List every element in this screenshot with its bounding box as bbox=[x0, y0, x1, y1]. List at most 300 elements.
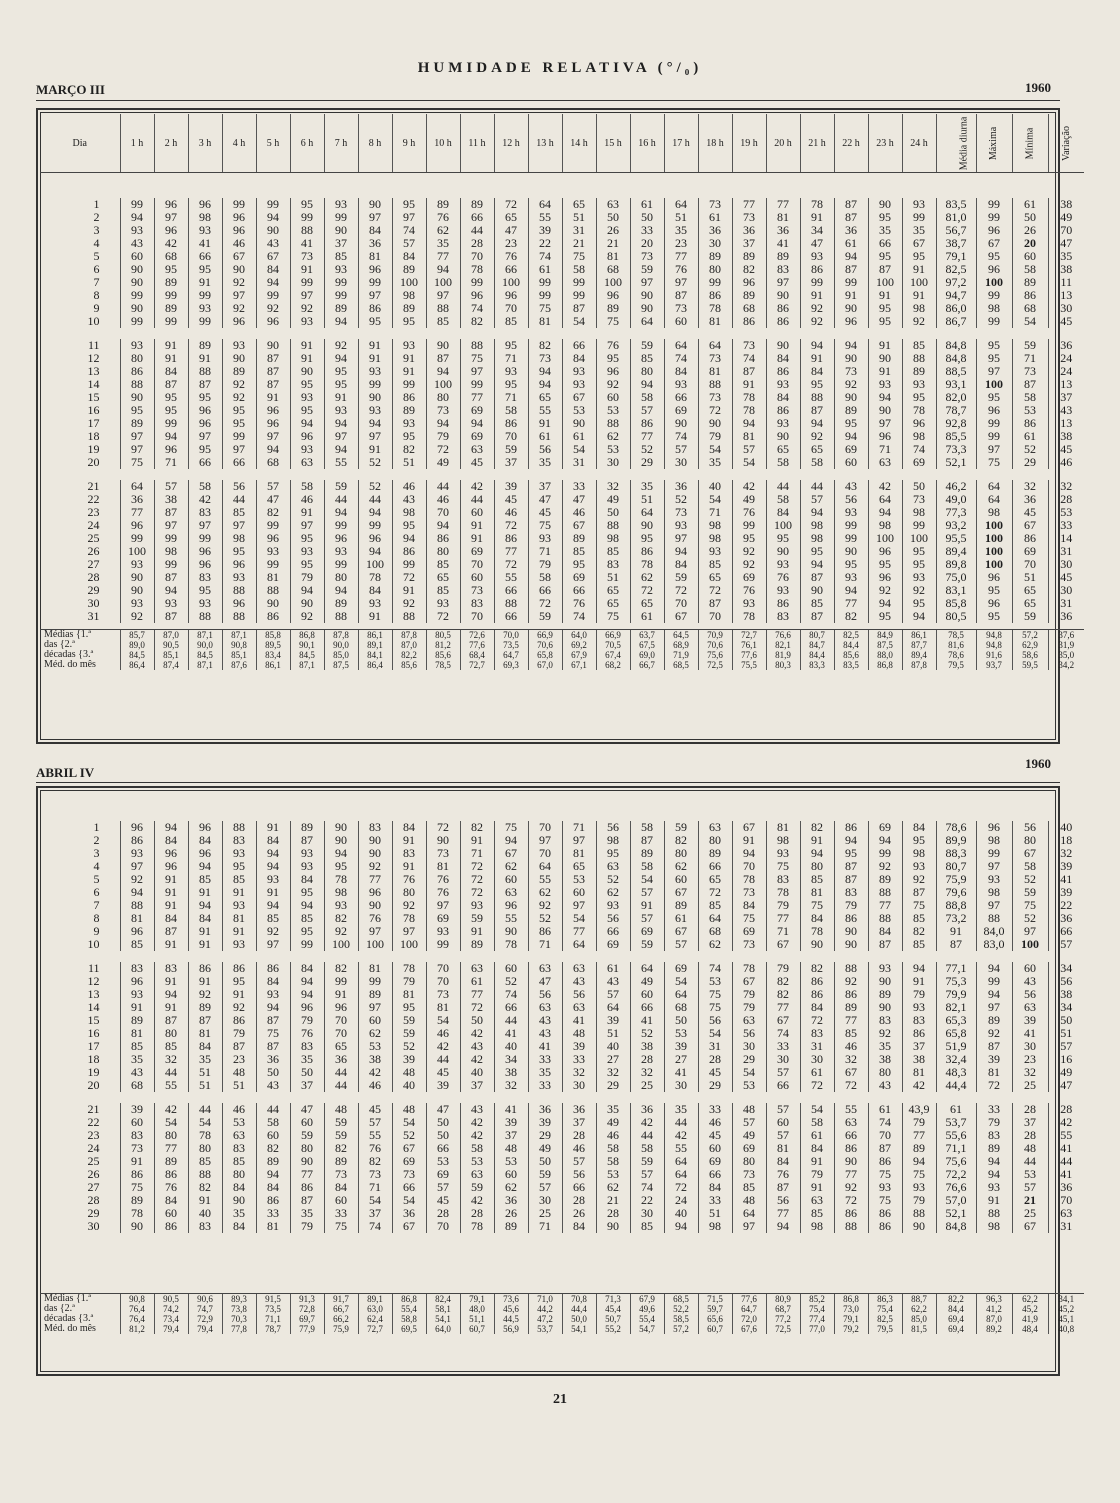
value-cell: 47 bbox=[290, 1103, 324, 1116]
value-cell: 75,9 bbox=[936, 873, 976, 886]
value-cell: 85 bbox=[120, 1040, 154, 1053]
value-cell: 72 bbox=[976, 1079, 1012, 1092]
medias-value: 73,0 bbox=[834, 1304, 868, 1314]
value-cell: 59 bbox=[324, 480, 358, 493]
value-cell: 72 bbox=[426, 821, 460, 834]
value-cell: 81,0 bbox=[936, 211, 976, 224]
value-cell: 32 bbox=[834, 1053, 868, 1066]
value-cell: 96 bbox=[902, 417, 936, 430]
value-cell: 84 bbox=[392, 821, 426, 834]
value-cell: 77 bbox=[426, 250, 460, 263]
value-cell: 80,7 bbox=[936, 860, 976, 873]
value-cell: 85 bbox=[630, 1220, 664, 1233]
value-cell: 88 bbox=[976, 1207, 1012, 1220]
value-cell: 41 bbox=[1048, 873, 1084, 886]
value-cell: 89 bbox=[222, 365, 256, 378]
medias-value: 70,6 bbox=[698, 640, 732, 650]
value-cell: 94 bbox=[290, 417, 324, 430]
value-cell: 57 bbox=[664, 443, 698, 456]
day-cell: 30 bbox=[87, 1220, 100, 1233]
medias-value: 64,5 bbox=[664, 630, 698, 641]
value-cell: 95 bbox=[154, 404, 188, 417]
medias-value: 87,8 bbox=[902, 660, 936, 670]
value-cell: 84,8 bbox=[936, 352, 976, 365]
value-cell: 97 bbox=[732, 1220, 766, 1233]
value-cell: 35 bbox=[120, 1053, 154, 1066]
value-cell: 31 bbox=[562, 456, 596, 469]
value-cell: 71 bbox=[494, 391, 528, 404]
value-cell: 76,6 bbox=[936, 1181, 976, 1194]
value-cell: 70 bbox=[868, 1129, 902, 1142]
value-cell: 55 bbox=[664, 1142, 698, 1155]
medias-value: 64,0 bbox=[426, 1324, 460, 1334]
value-cell: 65,8 bbox=[936, 1027, 976, 1040]
value-cell: 78,6 bbox=[936, 821, 976, 834]
medias-value: 86,1 bbox=[256, 660, 290, 670]
value-cell: 92 bbox=[222, 391, 256, 404]
value-cell: 30 bbox=[698, 237, 732, 250]
value-cell: 98 bbox=[976, 1220, 1012, 1233]
medias-value: 75,6 bbox=[698, 650, 732, 660]
medias-label: Médias {1.ª bbox=[40, 630, 120, 641]
value-cell: 58 bbox=[256, 1116, 290, 1129]
value-cell: 96 bbox=[494, 899, 528, 912]
medias-value: 89,1 bbox=[358, 640, 392, 650]
value-cell: 23 bbox=[222, 1053, 256, 1066]
value-cell: 93 bbox=[188, 224, 222, 237]
value-cell: 98 bbox=[800, 519, 834, 532]
value-cell: 67 bbox=[732, 821, 766, 834]
value-cell: 79 bbox=[732, 988, 766, 1001]
medias-value: 73,8 bbox=[222, 1304, 256, 1314]
value-cell: 93 bbox=[324, 404, 358, 417]
table-row bbox=[40, 975, 1084, 988]
value-cell: 92 bbox=[834, 378, 868, 391]
value-cell: 86 bbox=[902, 1027, 936, 1040]
value-cell: 51 bbox=[630, 493, 664, 506]
medias-value: 87,8 bbox=[324, 630, 358, 641]
value-cell: 92 bbox=[188, 988, 222, 1001]
value-cell: 56 bbox=[528, 988, 562, 1001]
value-cell: 41 bbox=[494, 1027, 528, 1040]
value-cell: 79 bbox=[732, 1001, 766, 1014]
value-cell: 90 bbox=[222, 263, 256, 276]
value-cell: 53 bbox=[732, 1079, 766, 1092]
value-cell: 96 bbox=[120, 925, 154, 938]
value-cell: 62 bbox=[494, 1181, 528, 1194]
medias-value: 71,1 bbox=[256, 1314, 290, 1324]
value-cell: 93 bbox=[528, 532, 562, 545]
value-cell: 50 bbox=[596, 211, 630, 224]
medias-value: 91,7 bbox=[324, 1294, 358, 1305]
value-cell: 66 bbox=[1048, 925, 1084, 938]
value-cell: 42 bbox=[460, 1027, 494, 1040]
day-cell: 16 bbox=[87, 404, 100, 417]
value-cell: 99 bbox=[976, 430, 1012, 443]
value-cell: 87 bbox=[256, 1040, 290, 1053]
value-cell: 99 bbox=[120, 315, 154, 328]
value-cell: 99 bbox=[188, 315, 222, 328]
value-cell: 54 bbox=[1012, 315, 1048, 328]
value-cell: 91 bbox=[460, 532, 494, 545]
table-row bbox=[40, 263, 1084, 276]
value-cell: 100 bbox=[358, 938, 392, 951]
value-cell: 100 bbox=[426, 378, 460, 391]
value-cell: 73 bbox=[732, 339, 766, 352]
medias-value: 55,2 bbox=[596, 1324, 630, 1334]
medias-value: 96,3 bbox=[976, 1294, 1012, 1305]
value-cell: 29 bbox=[698, 1079, 732, 1092]
medias-value: 57,2 bbox=[1012, 630, 1048, 641]
value-cell: 28 bbox=[630, 1053, 664, 1066]
value-cell: 93 bbox=[222, 847, 256, 860]
value-cell: 30 bbox=[1048, 558, 1084, 571]
value-cell: 87 bbox=[562, 302, 596, 315]
value-cell: 33 bbox=[562, 480, 596, 493]
value-cell: 77,3 bbox=[936, 506, 976, 519]
value-cell: 63 bbox=[596, 860, 630, 873]
medias-value: 84,4 bbox=[800, 650, 834, 660]
value-cell: 84,8 bbox=[936, 339, 976, 352]
value-cell: 74 bbox=[664, 430, 698, 443]
value-cell: 92 bbox=[834, 1181, 868, 1194]
column-header: 20 h bbox=[766, 114, 800, 173]
value-cell: 95 bbox=[976, 391, 1012, 404]
value-cell: 41 bbox=[290, 237, 324, 250]
value-cell: 21 bbox=[596, 237, 630, 250]
value-cell: 96 bbox=[120, 821, 154, 834]
value-cell: 51 bbox=[392, 456, 426, 469]
value-cell: 57 bbox=[766, 1129, 800, 1142]
medias-value: 79,1 bbox=[460, 1294, 494, 1305]
value-cell: 82 bbox=[392, 443, 426, 456]
value-cell: 42 bbox=[868, 480, 902, 493]
column-header-label: Mínima bbox=[1024, 127, 1036, 159]
value-cell: 78,7 bbox=[936, 404, 976, 417]
medias-value: 58,8 bbox=[392, 1314, 426, 1324]
day-cell: 19 bbox=[87, 443, 100, 456]
medias-row bbox=[40, 650, 1084, 660]
value-cell: 54 bbox=[732, 456, 766, 469]
medias-value: 87,8 bbox=[392, 630, 426, 641]
value-cell: 72 bbox=[834, 1079, 868, 1092]
day-cell: 13 bbox=[87, 988, 100, 1001]
value-cell: 97 bbox=[562, 899, 596, 912]
value-cell: 79,6 bbox=[936, 886, 976, 899]
value-cell: 33 bbox=[562, 1053, 596, 1066]
value-cell: 54 bbox=[698, 493, 732, 506]
medias-value: 53,7 bbox=[528, 1324, 562, 1334]
value-cell: 99 bbox=[528, 289, 562, 302]
value-cell: 57 bbox=[392, 237, 426, 250]
value-cell: 95 bbox=[976, 352, 1012, 365]
value-cell: 93 bbox=[120, 847, 154, 860]
value-cell: 56 bbox=[528, 443, 562, 456]
value-cell: 89 bbox=[902, 365, 936, 378]
medias-value: 87,0 bbox=[976, 1314, 1012, 1324]
value-cell: 72 bbox=[426, 443, 460, 456]
medias-value: 80,3 bbox=[766, 660, 800, 670]
value-cell: 87 bbox=[834, 873, 868, 886]
value-cell: 84 bbox=[256, 975, 290, 988]
day-cell: 21 bbox=[87, 1103, 100, 1116]
medias-value: 69,4 bbox=[936, 1314, 976, 1324]
day-cell: 25 bbox=[87, 1155, 100, 1168]
value-cell: 44 bbox=[630, 1129, 664, 1142]
value-cell: 61 bbox=[460, 975, 494, 988]
value-cell: 35 bbox=[596, 1103, 630, 1116]
medias-row bbox=[40, 1324, 1084, 1334]
value-cell: 33 bbox=[528, 1053, 562, 1066]
value-cell: 89,4 bbox=[936, 545, 976, 558]
value-cell: 57 bbox=[732, 1116, 766, 1129]
medias-value: 60,7 bbox=[460, 1324, 494, 1334]
value-cell: 43 bbox=[256, 237, 290, 250]
value-cell: 95 bbox=[868, 610, 902, 623]
day-cell: 11 bbox=[87, 339, 100, 352]
value-cell: 64 bbox=[698, 339, 732, 352]
column-header: 6 h bbox=[290, 114, 324, 173]
medias-value: 74,2 bbox=[154, 1304, 188, 1314]
value-cell: 87 bbox=[290, 834, 324, 847]
value-cell: 94,7 bbox=[936, 289, 976, 302]
value-cell: 100 bbox=[1012, 938, 1048, 951]
medias-value: 68,2 bbox=[596, 660, 630, 670]
value-cell: 94 bbox=[256, 847, 290, 860]
value-cell: 82 bbox=[358, 1155, 392, 1168]
medias-value: 89,5 bbox=[256, 640, 290, 650]
value-cell: 18 bbox=[1048, 834, 1084, 847]
value-cell: 61 bbox=[800, 1066, 834, 1079]
value-cell: 74 bbox=[562, 610, 596, 623]
value-cell: 79 bbox=[902, 1194, 936, 1207]
medias-value: 44,4 bbox=[562, 1304, 596, 1314]
medias-value: 84,1 bbox=[358, 650, 392, 660]
value-cell: 73 bbox=[732, 211, 766, 224]
value-cell: 86,7 bbox=[936, 315, 976, 328]
value-cell: 92 bbox=[800, 430, 834, 443]
day-cell: 12 bbox=[87, 975, 100, 988]
value-cell: 68 bbox=[120, 1079, 154, 1092]
value-cell: 100 bbox=[324, 938, 358, 951]
value-cell: 68 bbox=[1012, 302, 1048, 315]
medias-value: 87,7 bbox=[902, 640, 936, 650]
table-row bbox=[40, 302, 1084, 315]
value-cell: 75 bbox=[902, 1168, 936, 1181]
value-cell: 70 bbox=[732, 860, 766, 873]
value-cell: 79 bbox=[528, 558, 562, 571]
day-cell: 1 bbox=[93, 198, 100, 211]
page-number: 21 bbox=[553, 1392, 567, 1407]
value-cell: 32 bbox=[630, 1066, 664, 1079]
table-row bbox=[40, 315, 1084, 328]
value-cell: 32,4 bbox=[936, 1053, 976, 1066]
day-cell: 5 bbox=[93, 250, 100, 263]
value-cell: 37 bbox=[902, 1040, 936, 1053]
value-cell: 94 bbox=[358, 545, 392, 558]
value-cell: 55 bbox=[324, 456, 358, 469]
value-cell: 67 bbox=[834, 1066, 868, 1079]
value-cell: 52 bbox=[630, 443, 664, 456]
value-cell: 43 bbox=[120, 1066, 154, 1079]
table-row bbox=[40, 430, 1084, 443]
value-cell: 71 bbox=[494, 352, 528, 365]
value-cell: 65 bbox=[698, 873, 732, 886]
value-cell: 78 bbox=[188, 1129, 222, 1142]
value-cell: 96 bbox=[732, 276, 766, 289]
value-cell: 68 bbox=[664, 1001, 698, 1014]
value-cell: 48 bbox=[392, 1066, 426, 1079]
value-cell: 81 bbox=[188, 1027, 222, 1040]
value-cell: 97 bbox=[222, 519, 256, 532]
value-cell: 77 bbox=[154, 1142, 188, 1155]
value-cell: 56 bbox=[222, 480, 256, 493]
value-cell: 84 bbox=[800, 1142, 834, 1155]
table-row bbox=[40, 456, 1084, 469]
value-cell: 99 bbox=[154, 417, 188, 430]
value-cell: 74 bbox=[732, 352, 766, 365]
value-cell: 80,5 bbox=[936, 610, 976, 623]
value-cell: 42 bbox=[732, 480, 766, 493]
value-cell: 47 bbox=[528, 975, 562, 988]
value-cell: 78 bbox=[800, 925, 834, 938]
medias-value: 72,5 bbox=[698, 660, 732, 670]
value-cell: 42 bbox=[902, 1079, 936, 1092]
value-cell: 95 bbox=[902, 545, 936, 558]
medias-value: 87,1 bbox=[290, 660, 324, 670]
value-cell: 46 bbox=[392, 480, 426, 493]
value-cell: 88 bbox=[222, 610, 256, 623]
value-cell: 90 bbox=[120, 1220, 154, 1233]
value-cell: 26 bbox=[494, 1207, 528, 1220]
table-row bbox=[40, 545, 1084, 558]
value-cell: 85 bbox=[902, 912, 936, 925]
value-cell: 47 bbox=[1048, 1079, 1084, 1092]
medias-value: 79,5 bbox=[936, 660, 976, 670]
value-cell: 23 bbox=[494, 237, 528, 250]
value-cell: 93,1 bbox=[936, 378, 976, 391]
section-label-marco: MARÇO III bbox=[36, 82, 105, 97]
value-cell: 91 bbox=[222, 925, 256, 938]
medias-value: 65,6 bbox=[698, 1314, 732, 1324]
value-cell: 73 bbox=[120, 1142, 154, 1155]
value-cell: 45 bbox=[426, 1066, 460, 1079]
value-cell: 90 bbox=[630, 289, 664, 302]
value-cell: 41 bbox=[630, 1014, 664, 1027]
value-cell: 64 bbox=[664, 988, 698, 1001]
medias-value: 68,5 bbox=[664, 660, 698, 670]
value-cell: 85 bbox=[324, 250, 358, 263]
value-cell: 79 bbox=[834, 899, 868, 912]
value-cell: 49,0 bbox=[936, 493, 976, 506]
value-cell: 59 bbox=[392, 1014, 426, 1027]
value-cell: 92 bbox=[120, 610, 154, 623]
value-cell: 67 bbox=[732, 975, 766, 988]
value-cell: 77 bbox=[120, 506, 154, 519]
value-cell: 89 bbox=[460, 938, 494, 951]
medias-value: 73,5 bbox=[256, 1304, 290, 1314]
value-cell: 95 bbox=[188, 263, 222, 276]
value-cell: 95 bbox=[188, 391, 222, 404]
value-cell: 52 bbox=[1012, 443, 1048, 456]
value-cell: 38 bbox=[630, 1040, 664, 1053]
value-cell: 96 bbox=[976, 821, 1012, 834]
value-cell: 90 bbox=[494, 925, 528, 938]
value-cell: 76 bbox=[766, 1168, 800, 1181]
value-cell: 97 bbox=[426, 899, 460, 912]
value-cell: 94 bbox=[902, 610, 936, 623]
value-cell: 39 bbox=[664, 1040, 698, 1053]
value-cell: 94 bbox=[800, 339, 834, 352]
day-cell: 9 bbox=[93, 302, 100, 315]
value-cell: 81 bbox=[732, 430, 766, 443]
value-cell: 61 bbox=[630, 198, 664, 211]
value-cell: 52 bbox=[630, 1027, 664, 1040]
value-cell: 93 bbox=[222, 899, 256, 912]
value-cell: 64 bbox=[630, 962, 664, 975]
value-cell: 86 bbox=[868, 1207, 902, 1220]
value-cell: 67 bbox=[392, 1142, 426, 1155]
value-cell: 94 bbox=[290, 988, 324, 1001]
medias-value: 90,5 bbox=[154, 640, 188, 650]
value-cell: 91 bbox=[868, 289, 902, 302]
value-cell: 30 bbox=[630, 1207, 664, 1220]
value-cell: 88 bbox=[596, 417, 630, 430]
value-cell: 86 bbox=[120, 1168, 154, 1181]
value-cell: 87 bbox=[698, 597, 732, 610]
value-cell: 58 bbox=[290, 480, 324, 493]
value-cell: 94 bbox=[494, 834, 528, 847]
value-cell: 99 bbox=[562, 289, 596, 302]
value-cell: 89 bbox=[902, 1142, 936, 1155]
value-cell: 66 bbox=[562, 584, 596, 597]
value-cell: 83 bbox=[834, 886, 868, 899]
value-cell: 98 bbox=[154, 545, 188, 558]
table-row bbox=[40, 276, 1084, 289]
table-row bbox=[40, 1116, 1084, 1129]
value-cell: 87 bbox=[188, 1014, 222, 1027]
value-cell: 97 bbox=[290, 289, 324, 302]
value-cell: 65,3 bbox=[936, 1014, 976, 1027]
table-row bbox=[40, 571, 1084, 584]
value-cell: 98 bbox=[902, 302, 936, 315]
value-cell: 28 bbox=[698, 1053, 732, 1066]
value-cell: 84 bbox=[256, 263, 290, 276]
value-cell: 59 bbox=[324, 1129, 358, 1142]
value-cell: 99 bbox=[976, 211, 1012, 224]
value-cell: 90 bbox=[290, 365, 324, 378]
value-cell: 45 bbox=[698, 1066, 732, 1079]
day-cell: 2 bbox=[93, 211, 100, 224]
value-cell: 36 bbox=[562, 1103, 596, 1116]
value-cell: 48 bbox=[1012, 1142, 1048, 1155]
value-cell: 99 bbox=[834, 519, 868, 532]
value-cell: 54 bbox=[562, 912, 596, 925]
value-cell: 28 bbox=[1048, 1103, 1084, 1116]
value-cell: 93 bbox=[766, 584, 800, 597]
value-cell: 66 bbox=[630, 1001, 664, 1014]
medias-value: 64,0 bbox=[562, 630, 596, 641]
value-cell: 63 bbox=[1012, 1001, 1048, 1014]
value-cell: 94 bbox=[324, 315, 358, 328]
value-cell: 88 bbox=[698, 378, 732, 391]
value-cell: 35 bbox=[528, 456, 562, 469]
value-cell: 96 bbox=[976, 224, 1012, 237]
value-cell: 44 bbox=[460, 224, 494, 237]
value-cell: 72 bbox=[460, 886, 494, 899]
value-cell: 80 bbox=[1012, 834, 1048, 847]
value-cell: 94 bbox=[834, 339, 868, 352]
